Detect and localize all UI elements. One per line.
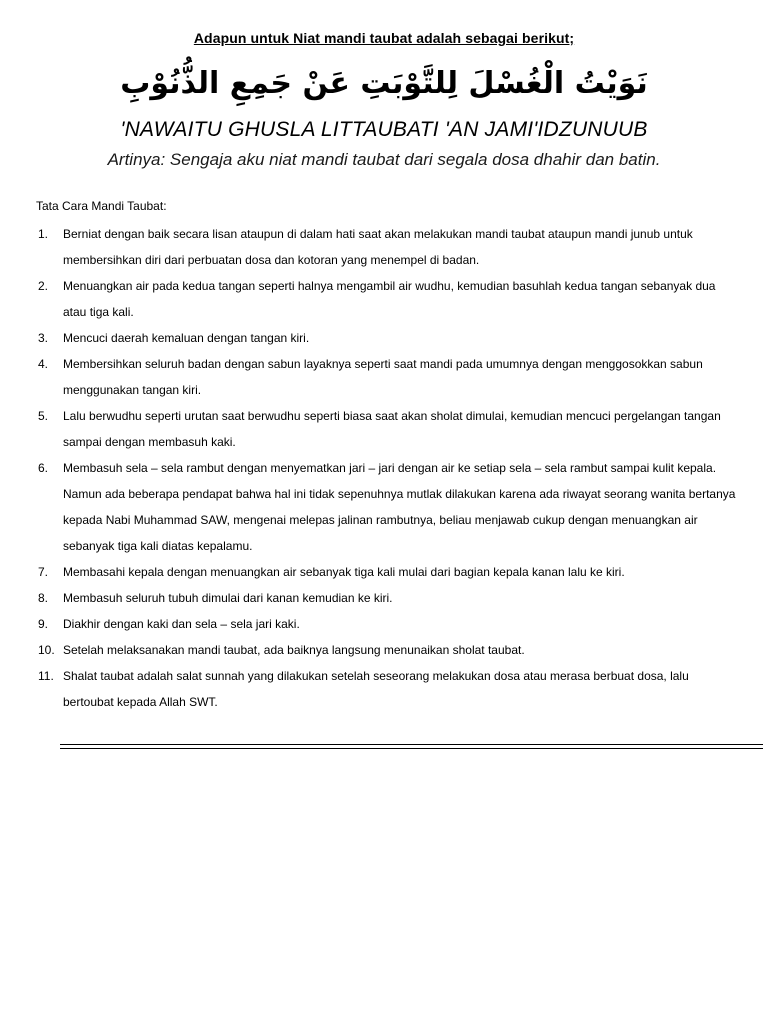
step-number: 5.	[38, 409, 49, 423]
step-text: Setelah melaksanakan mandi taubat, ada baiknya langsung menunaikan sholat taubat.	[63, 643, 525, 657]
step-text: Membasuh sela – sela rambut dengan menyematkan jari – jari dengan air ke setiap sela – sela rambut sampai kulit kepala. Namun ada beberapa pendapat bahwa hal ini tidak sepenuhnya mutlak dilakukan karena ada riwayat seorang wanita bertanya kepada Nabi Muhammad SAW, mengenai melepas jalinan rambutnya, beliau menjawab cukup dengan menuangkan air sebanyak tiga kali diatas kepalamu.	[63, 461, 736, 553]
list-item	[0, 663, 768, 715]
step-number: 3.	[38, 331, 49, 345]
step-number: 4.	[38, 357, 49, 371]
list-item	[0, 273, 768, 325]
step-number: 6.	[38, 461, 49, 475]
list-item	[0, 585, 768, 611]
list-item	[0, 351, 768, 403]
list-item	[0, 455, 768, 559]
step-text: Berniat dengan baik secara lisan ataupun di dalam hati saat akan melakukan mandi taubat ataupun mandi junub untuk membersihkan diri dari perbuatan dosa dan kotoran yang menempel di badan.	[63, 227, 693, 267]
arabic-niat-text: نَوَيْتُ الْغُسْلَ لِلتَّوْبَتِ عَنْ جَمِعِ الذُّنُوْبِ	[120, 66, 648, 101]
step-text: Menuangkan air pada kedua tangan seperti halnya mengambil air wudhu, kemudian basuhlah kedua tangan sebanyak dua atau tiga kali.	[63, 279, 716, 319]
list-item	[0, 403, 768, 455]
step-text: Lalu berwudhu seperti urutan saat berwudhu seperti biasa saat akan sholat dimulai, kemudian mencuci pergelangan tangan sampai dengan membasuh kaki.	[63, 409, 721, 449]
list-item	[0, 221, 768, 273]
niat-meaning-text: Artinya: Sengaja aku niat mandi taubat dari segala dosa dhahir dan batin.	[107, 150, 661, 169]
step-text: Membasuh seluruh tubuh dimulai dari kanan kemudian ke kiri.	[63, 591, 393, 605]
steps-title: Tata Cara Mandi Taubat:	[36, 199, 167, 213]
step-text: Diakhir dengan kaki dan sela – sela jari kaki.	[63, 617, 300, 631]
step-text: Membasahi kepala dengan menuangkan air sebanyak tiga kali mulai dari bagian kepala kanan lalu ke kiri.	[63, 565, 625, 579]
divider-line	[60, 748, 763, 749]
step-number: 10.	[38, 643, 55, 657]
list-item	[0, 637, 768, 663]
step-number: 2.	[38, 279, 49, 293]
step-text: Shalat taubat adalah salat sunnah yang dilakukan setelah seseorang melakukan dosa atau merasa berbuat dosa, lalu bertoubat kepada Allah SWT.	[63, 669, 689, 709]
list-item	[0, 325, 768, 351]
step-number: 9.	[38, 617, 49, 631]
list-item	[0, 611, 768, 637]
step-number: 8.	[38, 591, 49, 605]
steps-list	[0, 221, 768, 715]
latin-niat-text: 'NAWAITU GHUSLA LITTAUBATI 'AN JAMI'IDZUNUUB	[120, 118, 648, 141]
step-text: Membersihkan seluruh badan dengan sabun layaknya seperti saat mandi pada umumnya dengan menggosokkan sabun menggunakan tangan kiri.	[63, 357, 703, 397]
list-item	[0, 559, 768, 585]
document-heading: Adapun untuk Niat mandi taubat adalah sebagai berikut;	[193, 30, 575, 46]
step-number: 11.	[38, 669, 54, 683]
step-number: 7.	[38, 565, 49, 579]
step-number: 1.	[38, 227, 49, 241]
step-text: Mencuci daerah kemaluan dengan tangan kiri.	[63, 331, 310, 345]
divider-line	[60, 744, 763, 745]
